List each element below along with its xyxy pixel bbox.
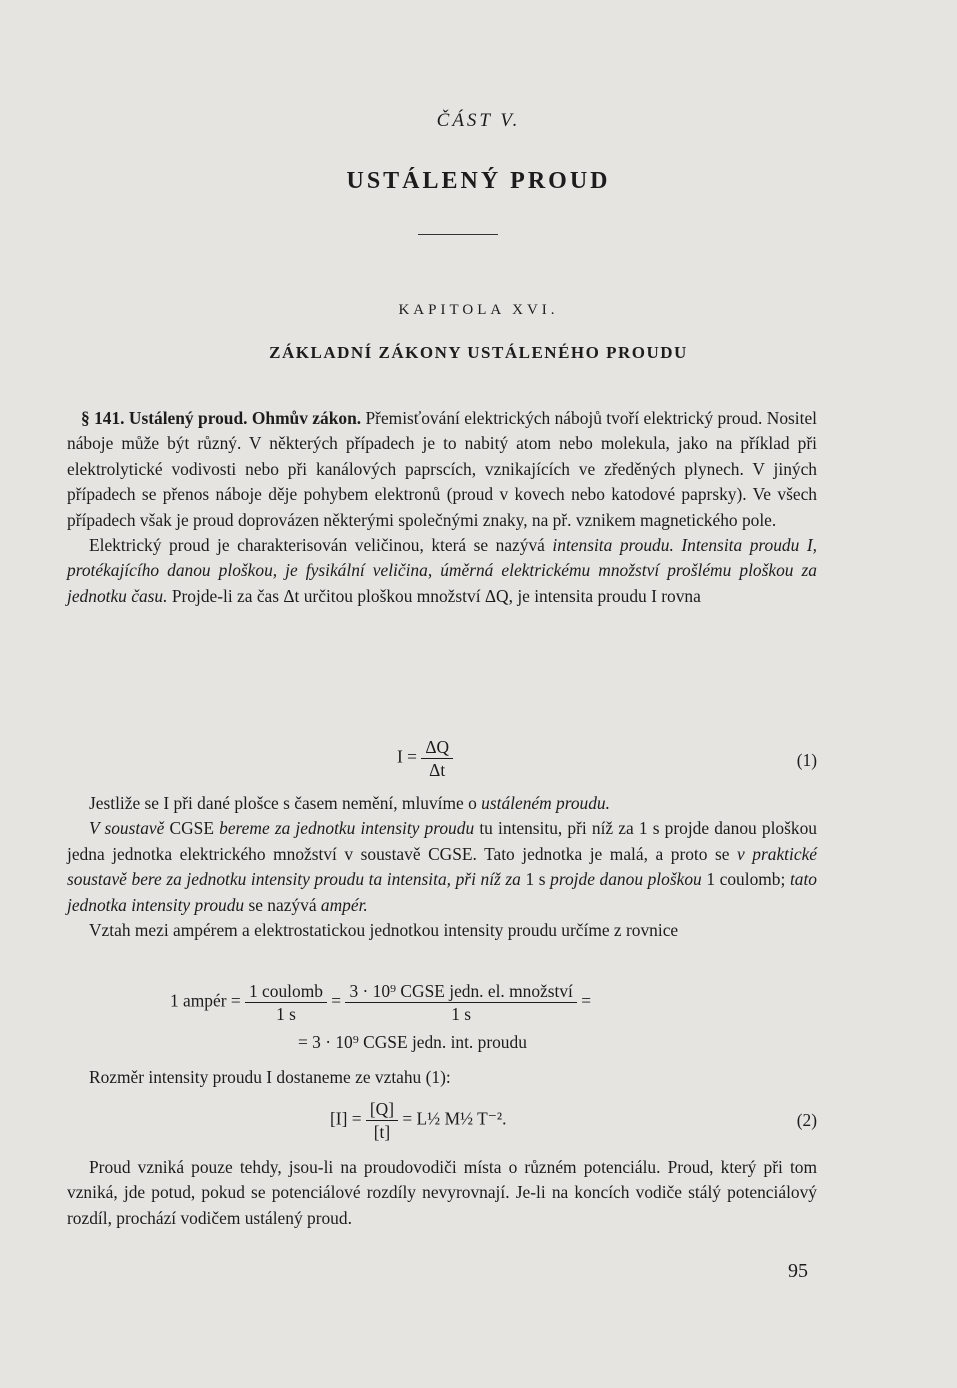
paragraph-6: Rozměr intensity proudu I dostaneme ze vztahu (1): <box>89 1067 451 1087</box>
paragraph-7: Proud vzniká pouze tehdy, jsou-li na proudovodiči místa o různém potenciálu. Proud, který při tom vzniká, jde potud, pokud se potenciálové rozdíly nevyrovnají. Je-li na koncích vodiče stálý potenciálový rozdíl, prochází vodičem ustálený proud. <box>67 1157 817 1228</box>
paragraph-1: § 141. Ustálený proud. Ohmův zákon. Přemisťování elektrických nábojů tvoří elektrický proud. Nositel náboje může být různý. V některých případech je to nabitý atom nebo molekula, jako na příklad při elektrolytické vodivosti nebo při kanálových paprscích, vznikajících ve zředěných plynech. V jiných případech se přenos náboje děje pohybem elektronů (proud v kovech nebo katodové paprsky). Ve všech případech však je proud doprovázen některými společnými znaky, na př. vznikem magnetického pole. <box>67 408 817 530</box>
equation-ampere-line-2: = 3 · 10⁹ CGSE jedn. int. proudu <box>298 1032 527 1052</box>
book-page: ČÁST V. USTÁLENÝ PROUD KAPITOLA XVI. ZÁKLADNÍ ZÁKONY USTÁLENÉHO PROUDU § 141. Ustálený proud. Ohmův zákon. Přemisťování elektrických nábojů tvoří elektrický proud. Nositel náboje může být různý. V některých případech je to nabitý atom nebo molekula, jako na příklad při elektrolytické vodivosti nebo při kanálových paprscích, vznikajících ve zředěných plynech. V jiných případech se přenos náboje děje pohybem elektronů (proud v kovech nebo katodové paprsky). Ve všech případech však je proud doprovázen některými společnými znaky, na př. vznikem magnetického pole. Elektrický proud je charakterisován veličinou, která se nazývá intensita proudu. Intensita proudu I, protékajícího danou ploškou, je fysikální veličina, úměrná elektrickému množství prošlému ploškou za jednotku času. Projde-li za čas Δt určitou ploškou množství ΔQ, je intensita proudu I rovna I = $\frac{\Delta Q}{\Delta t}$ (1) Jestliže se I při dané plošce s časem nemění, mluvíme o ustáleném proudu. V soustavě CGSE bereme za jednotku intensity proudu tu intensitu, při níž za 1 s projde danou ploškou jedna jednotka elektrického množství v soustavě CGSE. Tato jednotka je malá, a proto se v praktické soustavě bere za jednotku intensity proudu ta intensita, při níž za 1 s projde danou ploškou 1 coulomb; tato jednotka intensity proudu se nazývá ampér. Vztah mezi ampérem a elektrostatickou jednotkou intensity proudu určíme z rovnice 1 ampér = $\frac{\text{1 coulomb}}{1 s}$ = $\frac{\text{3 · 10⁹ CGSE jedn. el. množství}}{1 s}$ = = 3 · 10⁹ CGSE jedn. int. proudu Rozměr intensity proudu I dostaneme ze vztahu (1): [I] = $\frac{[Q]}{[t]}$ = L½ M½ T⁻². (2) Proud vzniká pouze tehdy, jsou-li na proudovodiči místa o různém potenciálu. Proud, který při tom vzniká, jde potud, pokud se potenciálové rozdíly nevyrovnají. Je-li na koncích vodiče stálý potenciálový rozdíl, prochází vodičem ustálený proud. 95 <box>0 0 957 1388</box>
section-heading: § 141. Ustálený proud. Ohmův zákon. <box>81 408 362 428</box>
paragraph-2: Elektrický proud je charakterisován veličinou, která se nazývá intensita proudu. Intensita proudu I, protékajícího danou ploškou, je fysikální veličina, úměrná elektrickému množství prošlému ploškou za jednotku času. Projde-li za čas Δt určitou ploškou množství ΔQ, je intensita proudu I rovna <box>67 535 817 606</box>
equation-number-2: (2) <box>796 1110 817 1130</box>
section-text-2 <box>67 791 817 943</box>
paragraph-4: V soustavě CGSE bereme za jednotku intensity proudu tu intensitu, při níž za 1 s projde danou ploškou jedna jednotka elektrického množství v soustavě CGSE. Tato jednotka je malá, a proto se v praktické soustavě bere za jednotku intensity proudu ta intensita, při níž za 1 s projde danou ploškou 1 coulomb; tato jednotka intensity proudu se nazývá ampér. <box>67 818 818 915</box>
part-title: USTÁLENÝ PROUD <box>346 168 611 194</box>
title-rule <box>418 234 498 235</box>
section-text-1 <box>67 406 817 609</box>
paragraph-3: Jestliže se I při dané plošce s časem nemění, mluvíme o ustáleném proudu. <box>89 793 610 813</box>
chapter-title: ZÁKLADNÍ ZÁKONY USTÁLENÉHO PROUDU <box>269 343 688 362</box>
equation-number-1: (1) <box>796 750 817 770</box>
chapter-heading: KAPITOLA XVI. <box>398 302 559 318</box>
part-heading: ČÁST V. <box>436 110 521 131</box>
section-text-4 <box>67 1155 817 1231</box>
page-number: 95 <box>788 1260 808 1282</box>
section-text-3 <box>67 1065 817 1090</box>
paragraph-5: Vztah mezi ampérem a elektrostatickou jednotkou intensity proudu určíme z rovnice <box>89 920 679 941</box>
